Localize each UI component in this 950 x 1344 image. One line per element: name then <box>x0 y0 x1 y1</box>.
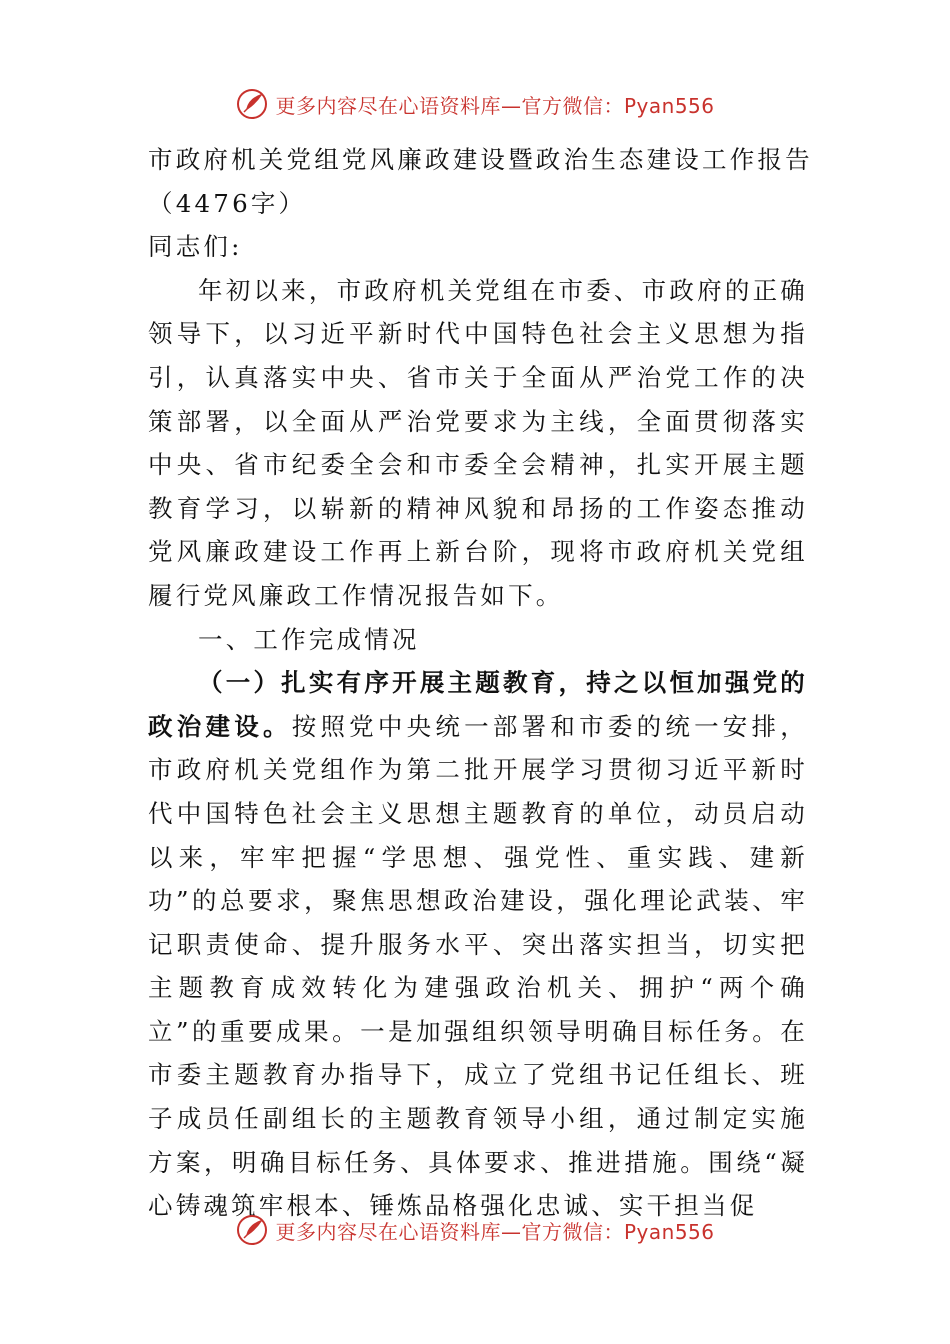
document-body <box>148 138 813 1228</box>
section-heading: 一、工作完成情况 <box>198 624 420 654</box>
intro-paragraph: 年初以来，市政府机关党组在市委、市政府的正确领导下，以习近平新时代中国特色社会主义思想为指引，认真落实中央、省市关于全面从严治党工作的决策部署，以全面从严治党要求为主线，全面贯彻落实中央、省市纪委全会和市委全会精神，扎实开展主题教育学习，以崭新的精神风貌和昂扬的工作姿态推动党风廉政建设工作再上新台阶，现将市政府机关党组履行党风廉政工作情况报告如下。 <box>148 275 808 610</box>
watermark-header <box>0 84 950 124</box>
feather-logo-icon <box>235 87 269 121</box>
subsection-heading: （一）扎实有序开展主题教育，持之以恒加强党的政治建设。 <box>148 668 808 741</box>
watermark-footer <box>0 1210 950 1250</box>
word-count: （4476字） <box>148 188 307 218</box>
salutation: 同志们: <box>148 232 243 262</box>
subsection-text: 按照党中央统一部署和市委的统一安排，市政府机关党组作为第二批开展学习贯彻习近平新时代中国特色社会主义思想主题教育的单位，动员启动以来，牢牢把握“学思想、强党性、重实践、建新功”的总要求，聚焦思想政治建设，强化理论武装、牢记职责使命、提升服务水平、突出落实担当，切实把主题教育成效转化为建强政治机关、拥护“两个确立”的重要成果。一是加强组织领导明确目标任务。在市委主题教育办指导下，成立了党组书记任组长、班子成员任副组长的主题教育领导小组，通过制定实施方案，明确目标任务、具体要求、推进措施。围绕“凝心铸魂筑牢根本、锤炼品格强化忠诚、实干担当促 <box>148 711 808 1221</box>
watermark-text: 更多内容尽在心语资料库—官方微信：Pyan556 <box>275 1219 715 1244</box>
subsection-paragraph <box>148 661 808 1228</box>
watermark-text: 更多内容尽在心语资料库—官方微信：Pyan556 <box>275 93 715 118</box>
document-title: 市政府机关党组党风廉政建设暨政治生态建设工作报告 <box>148 145 813 174</box>
feather-logo-icon <box>235 1213 269 1247</box>
